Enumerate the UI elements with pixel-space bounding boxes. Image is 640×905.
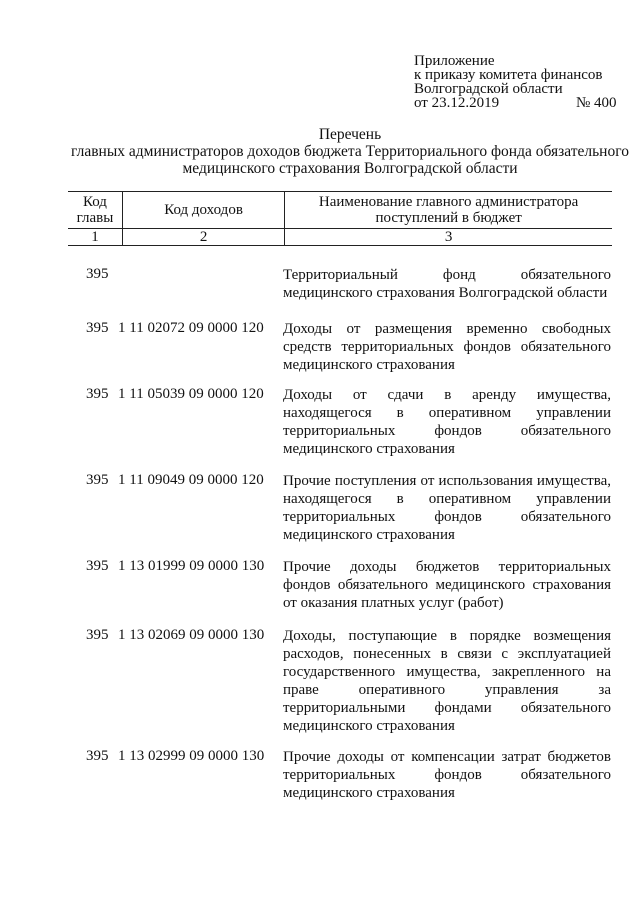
administrator-name-cell — [283, 472, 611, 544]
appendix-date-line — [414, 96, 624, 110]
income-code-cell: 1 11 05039 09 0000 120 — [118, 386, 264, 402]
name-line: территориальных фондов обязательного — [283, 767, 611, 783]
name-line: средств территориальных фондов обязательного — [283, 339, 611, 355]
name-line: Территориальный фонд обязательного — [283, 267, 611, 283]
appendix-block — [414, 54, 624, 110]
administrator-name-cell — [283, 748, 611, 802]
chapter-code-cell: 395 — [86, 748, 109, 764]
name-line: территориальных фондов обязательного — [283, 423, 611, 439]
title-line-3: медицинского страхования Волгоградской области — [182, 160, 518, 177]
name-line: государственного имущества, закрепленного на — [283, 664, 611, 680]
appendix-date: от 23.12.2019 — [414, 95, 500, 111]
name-line: праве оперативного управления за — [283, 682, 611, 698]
chapter-code-cell: 395 — [86, 627, 109, 643]
name-line: Доходы от сдачи в аренду имущества, — [283, 387, 611, 403]
income-code-cell: 1 13 02999 09 0000 130 — [118, 748, 265, 764]
name-line: Доходы, поступающие в порядке возмещения — [283, 628, 611, 644]
name-line: Прочие поступления от использования имущества, — [283, 473, 611, 489]
administrator-name-cell — [283, 320, 611, 374]
appendix-region: Волгоградской области — [414, 81, 563, 97]
income-code-cell: 1 13 02069 09 0000 130 — [118, 627, 265, 643]
table-header — [68, 191, 612, 246]
name-line: территориальными фондами обязательного — [283, 700, 611, 716]
appendix-number: № 400 — [576, 95, 617, 111]
administrator-name-cell — [283, 627, 611, 735]
name-line: Доходы от размещения временно свободных — [283, 321, 611, 337]
chapter-code-cell: 395 — [86, 558, 109, 574]
title-line-2: главных администраторов доходов бюджета Территориального фонда обязательного — [71, 143, 629, 160]
column-number-3: 3 — [285, 229, 612, 246]
chapter-code-cell: 395 — [86, 320, 109, 336]
appendix-order-ref: к приказу комитета финансов — [414, 67, 603, 83]
name-line: находящегося в оперативном управлении — [283, 491, 611, 507]
column-number-2: 2 — [122, 229, 284, 246]
name-line: находящегося в оперативном управлении — [283, 405, 611, 421]
income-code-cell: 1 13 01999 09 0000 130 — [118, 558, 265, 574]
column-number-1: 1 — [68, 229, 122, 246]
chapter-code-cell: 395 — [86, 386, 109, 402]
name-line: медицинского страхования — [283, 441, 455, 457]
header-administrator-name: Наименование главного администратора поступлений в бюджет — [285, 192, 612, 229]
name-line: Прочие доходы от компенсации затрат бюджетов — [283, 749, 611, 765]
document-title — [60, 126, 640, 177]
header-chapter-code: Код главы — [68, 192, 122, 229]
header-income-code: Код доходов — [122, 192, 284, 229]
name-line: фондов обязательного медицинского страхования — [283, 577, 611, 593]
income-code-cell: 1 11 09049 09 0000 120 — [118, 472, 264, 488]
name-line: медицинского страхования — [283, 718, 455, 734]
chapter-code-cell: 395 — [86, 266, 109, 282]
name-line: медицинского страхования — [283, 527, 455, 543]
administrator-name-cell — [283, 386, 611, 458]
name-line: медицинского страхования Волгоградской области — [283, 285, 608, 301]
name-line: территориальных фондов обязательного — [283, 509, 611, 525]
name-line: медицинского страхования — [283, 785, 455, 801]
name-line: Прочие доходы бюджетов территориальных — [283, 559, 611, 575]
administrator-name-cell — [283, 266, 611, 302]
name-line: расходов, понесенных в связи с эксплуатацией — [283, 646, 611, 662]
income-code-cell: 1 11 02072 09 0000 120 — [118, 320, 264, 336]
appendix-label: Приложение — [414, 53, 495, 69]
administrator-name-cell — [283, 558, 611, 612]
name-line: медицинского страхования — [283, 357, 455, 373]
chapter-code-cell: 395 — [86, 472, 109, 488]
name-line: от оказания платных услуг (работ) — [283, 595, 504, 611]
title-line-1: Перечень — [318, 126, 382, 143]
